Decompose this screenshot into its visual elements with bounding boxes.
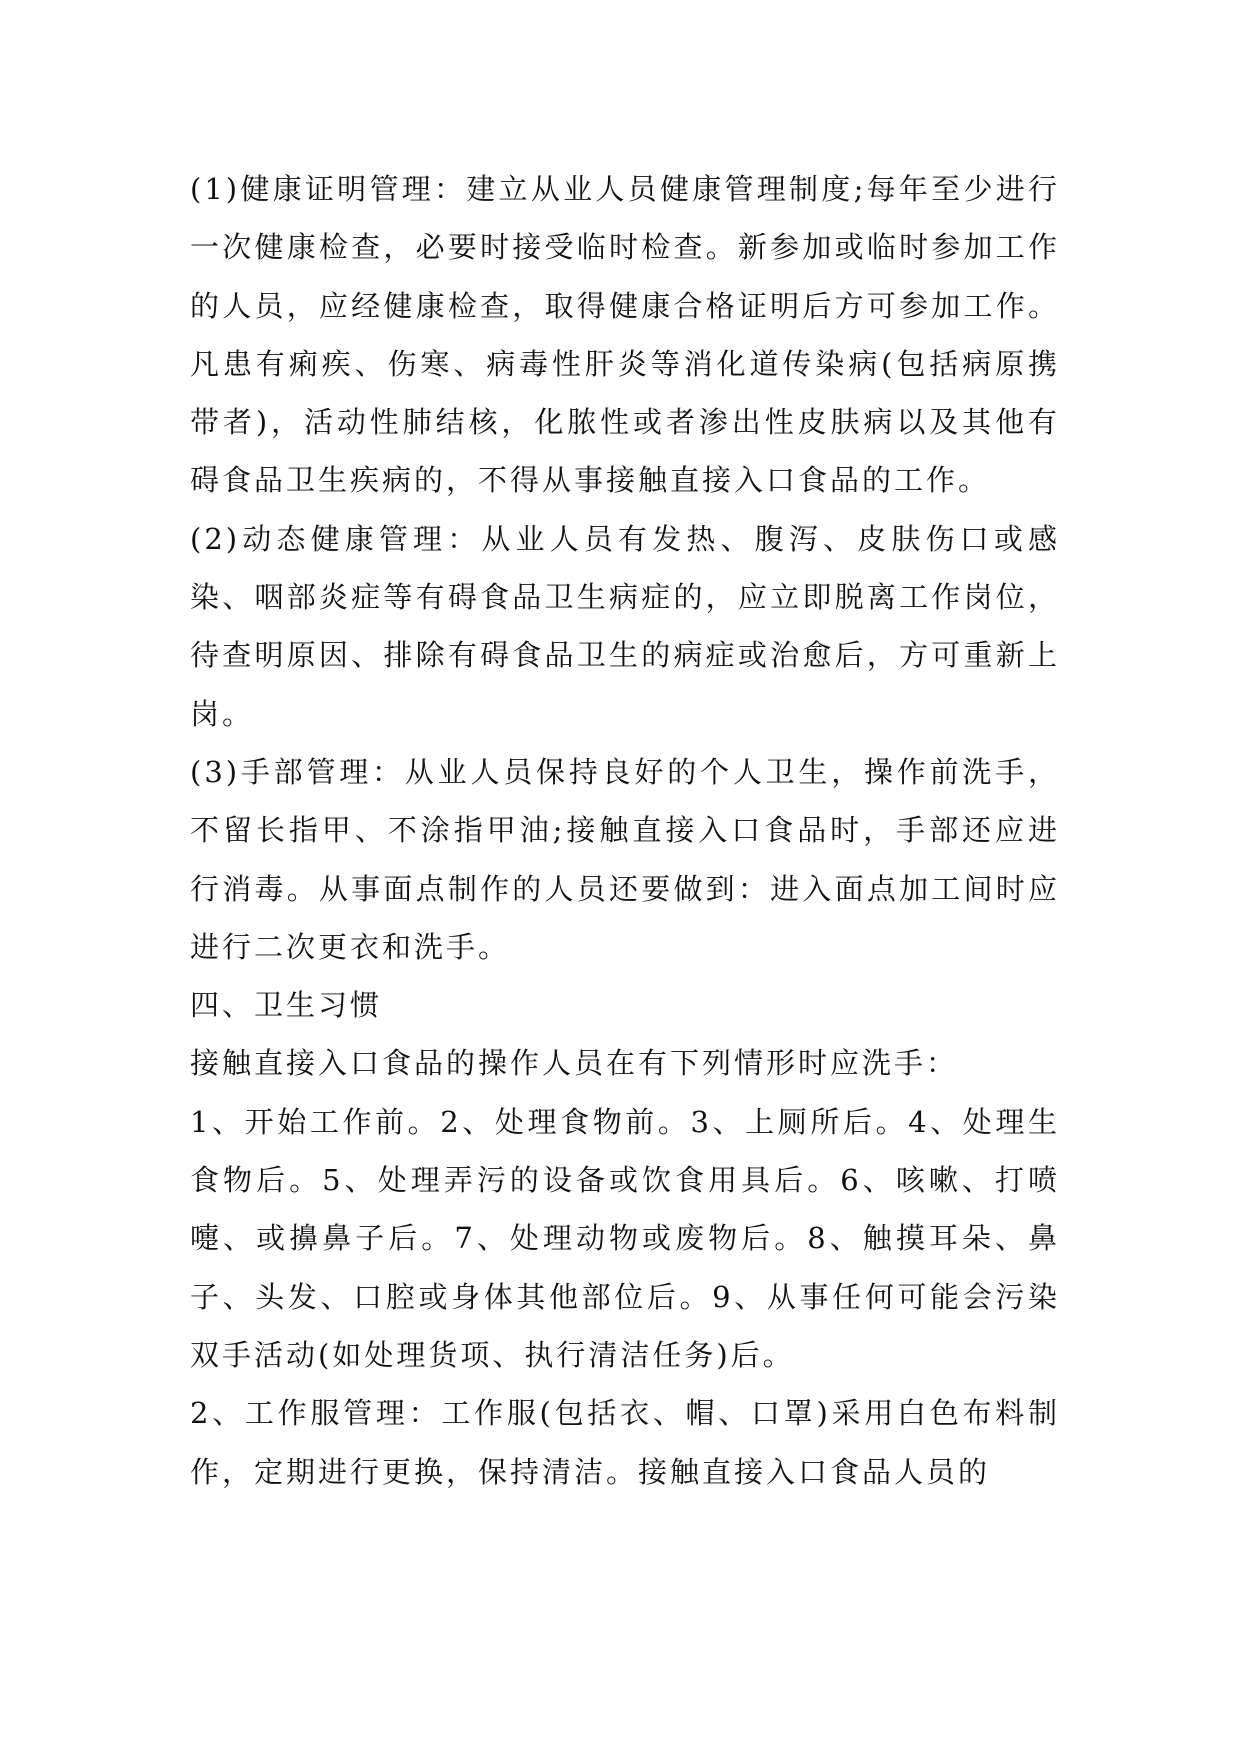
paragraph-health-certificate: (1)健康证明管理：建立从业人员健康管理制度;每年至少进行一次健康检查，必要时接受临时检查。新参加或临时参加工作的人员，应经健康检查，取得健康合格证明后方可参加工作。凡患有痢疾、伤寒、病毒性肝炎等消化道传染病(包括病原携带者)，活动性肺结核，化脓性或者渗出性皮肤病以及其他有碍食品卫生疾病的，不得从事接触直接入口食品的工作。 [190,172,1060,498]
paragraph-hand-management: (3)手部管理：从业人员保持良好的个人卫生，操作前洗手，不留长指甲、不涂指甲油;接触直接入口食品时，手部还应进行消毒。从事面点制作的人员还要做到：进入面点加工间时应进行二次更衣和洗手。 [190,754,1060,964]
paragraph-work-clothes: 2、工作服管理：工作服(包括衣、帽、口罩)采用白色布料制作，定期进行更换，保持清洁。接触直接入口食品人员的 [190,1396,1060,1489]
document-body [190,160,1060,1501]
section-heading-hygiene-habits: 四、卫生习惯 [190,988,383,1023]
paragraph-handwashing-intro: 接触直接入口食品的操作人员在有下列情形时应洗手： [190,1046,959,1081]
paragraph-handwashing-list: 1、开始工作前。2、处理食物前。3、上厕所后。4、处理生食物后。5、处理弄污的设备或饮食用具后。6、咳嗽、打喷嚏、或擤鼻子后。7、处理动物或废物后。8、触摸耳朵、鼻子、头发、口腔或身体其他部位后。9、从事任何可能会污染双手活动(如处理货项、执行清洁任务)后。 [190,1104,1060,1372]
paragraph-dynamic-health: (2)动态健康管理：从业人员有发热、腹泻、皮肤伤口或感染、咽部炎症等有碍食品卫生病症的，应立即脱离工作岗位，待查明原因、排除有碍食品卫生的病症或治愈后，方可重新上岗。 [190,521,1060,731]
